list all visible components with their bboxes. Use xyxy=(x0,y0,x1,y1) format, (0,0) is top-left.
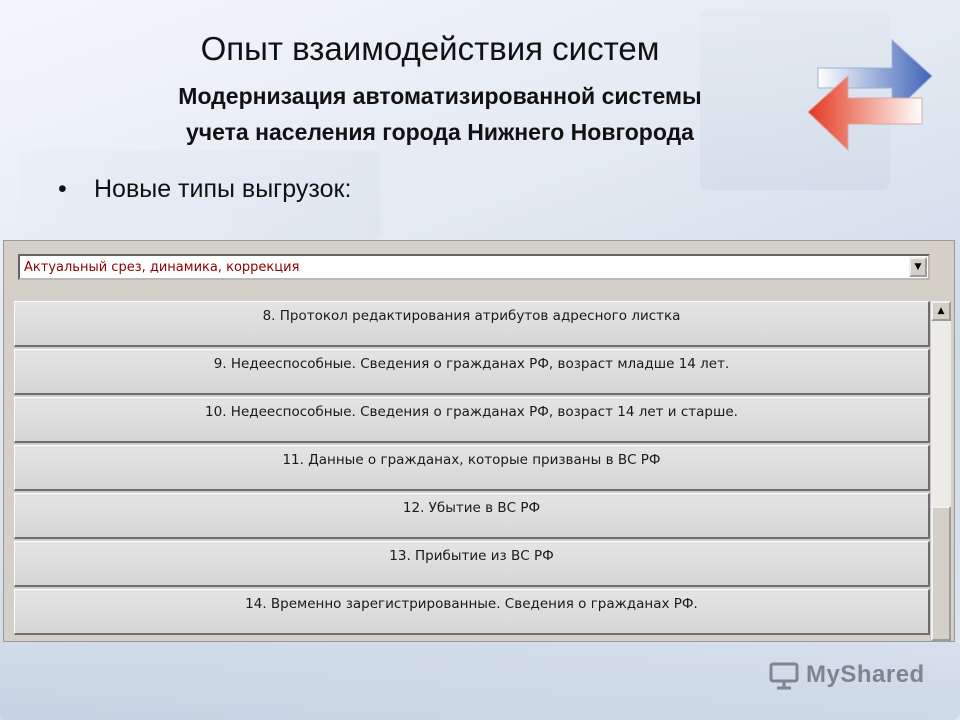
bullet-text: Новые типы выгрузок: xyxy=(94,175,352,203)
vertical-scrollbar[interactable] xyxy=(930,301,951,641)
export-mode-combobox[interactable] xyxy=(18,254,930,280)
arrows-logo-icon xyxy=(800,28,940,163)
watermark xyxy=(768,656,925,694)
presentation-icon xyxy=(768,659,800,691)
list-item[interactable]: 8. Протокол редактирования атрибутов адресного листка xyxy=(14,301,930,347)
list-item[interactable]: 10. Недееспособные. Сведения о гражданах РФ, возраст 14 лет и старше. xyxy=(14,397,930,443)
combobox-value: Актуальный срез, динамика, коррекция xyxy=(24,260,300,275)
subtitle-line-1: Модернизация автоматизированной системы xyxy=(178,83,702,109)
list-item[interactable]: 9. Недееспособные. Сведения о гражданах РФ, возраст младше 14 лет. xyxy=(14,349,930,395)
slide-subtitle xyxy=(40,78,840,150)
scroll-up-arrow-icon[interactable]: ▲ xyxy=(931,301,951,321)
bullet-marker: • xyxy=(58,175,67,203)
export-types-list xyxy=(14,301,930,641)
slide-title: Опыт взаимодействия систем xyxy=(200,30,660,67)
list-item[interactable]: 13. Прибытие из ВС РФ xyxy=(14,541,930,587)
bullet-item xyxy=(58,175,351,204)
export-types-window xyxy=(3,240,955,642)
scrollbar-thumb[interactable] xyxy=(931,506,951,641)
watermark-text: MyShared xyxy=(806,661,925,688)
list-item[interactable]: 14. Временно зарегистрированные. Сведения о гражданах РФ. xyxy=(14,589,930,635)
chevron-down-icon[interactable]: ▼ xyxy=(909,257,927,277)
list-item[interactable]: 12. Убытие в ВС РФ xyxy=(14,493,930,539)
subtitle-line-2: учета населения города Нижнего Новгорода xyxy=(186,119,694,145)
list-item[interactable]: 11. Данные о гражданах, которые призваны в ВС РФ xyxy=(14,445,930,491)
